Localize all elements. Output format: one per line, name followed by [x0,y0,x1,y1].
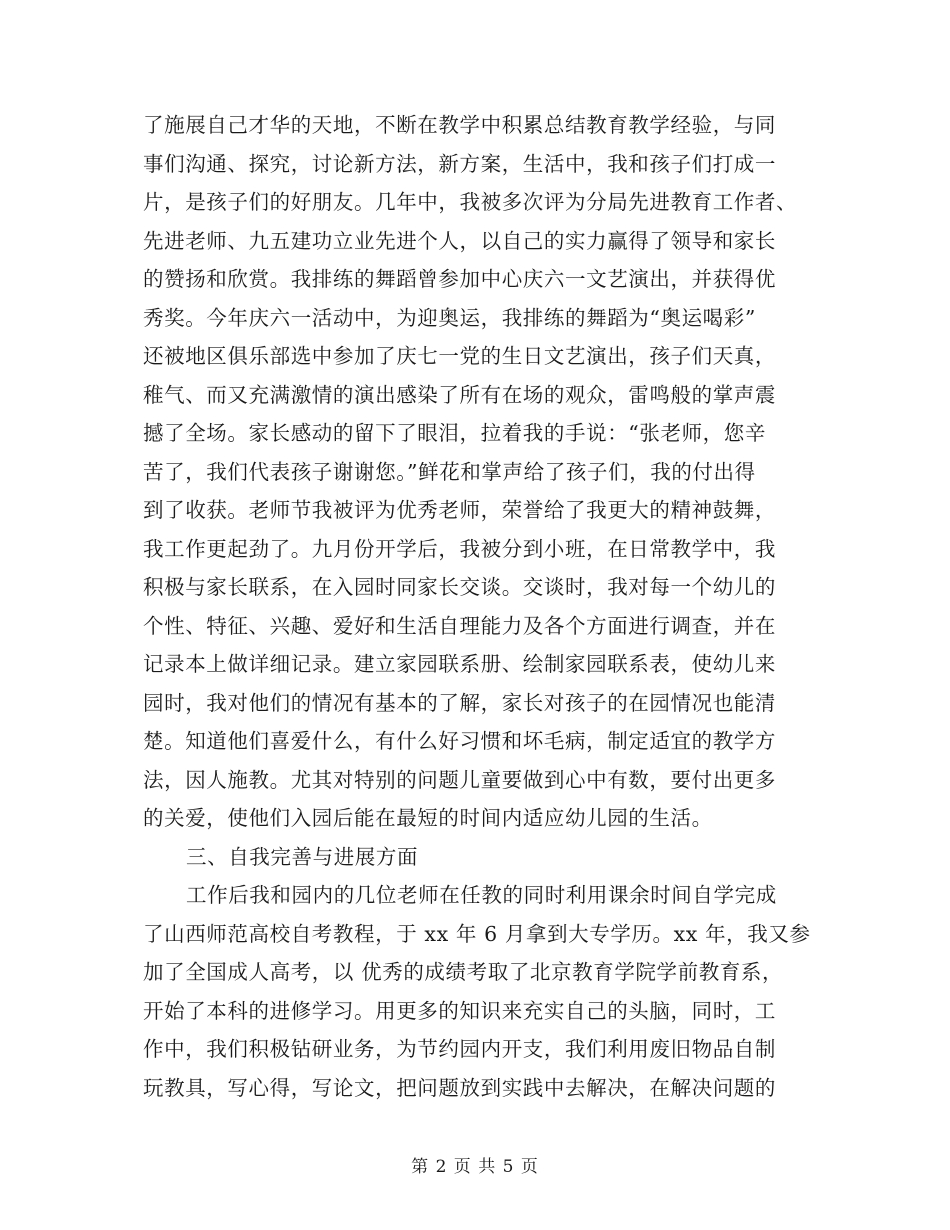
text-line: 玩教具，写心得，写论文，把问题放到实践中去解决，在解决问题的 [143,1075,776,1100]
text-line: 园时，我对他们的情况有基本的了解，家长对孩子的在园情况也能清 [143,690,776,715]
text-line: 还被地区俱乐部选中参加了庆七一党的生日文艺演出，孩子们天真， [143,344,776,368]
text-line: 加了全国成人高考，以 优秀的成绩考取了北京教育学院学前教育系， [143,960,784,984]
text-line: 的赞扬和欣赏。我排练的舞蹈曾参加中心庆六一文艺演出，并获得优 [143,267,776,291]
text-line: 楚。知道他们喜爱什么，有什么好习惯和坏毛病，制定适宜的教学方 [143,729,776,753]
text-line: 秀奖。今年庆六一活动中，为迎奥运，我排练的舞蹈为“奥运喝彩” [143,305,756,330]
text-line: 了施展自己才华的天地，不断在教学中积累总结教育教学经验，与同 [143,113,776,137]
text-line: 个性、特征、兴趣、爱好和生活自理能力及各个方面进行调查，并在 [143,613,776,638]
section-heading: 三、自我完善与进展方面 [186,844,419,869]
text-line: 撼了全场。家长感动的留下了眼泪，拉着我的手说：“张老师，您辛 [143,421,766,445]
text-line: 作中，我们积极钻研业务，为节约园内开支，我们利用废旧物品自制 [143,1037,776,1061]
text-line: 工作后我和园内的几位老师在任教的同时利用课余时间自学完成 [186,883,777,907]
page-number-footer: 第 2 页 共 5 页 [411,1157,539,1177]
text-line: 法，因人施教。尤其对特别的问题儿童要做到心中有数，要付出更多 [143,767,776,792]
text-line: 开始了本科的进修学习。用更多的知识来充实自己的头脑，同时，工 [143,998,776,1023]
text-line: 稚气、而又充满激情的演出感染了所有在场的观众，雷鸣般的掌声震 [143,382,776,407]
text-line: 片，是孩子们的好朋友。几年中，我被多次评为分局先进教育工作者、 [143,190,798,214]
body-text [143,106,813,1107]
text-line: 了山西师范高校自考教程，于 xx 年 6 月拿到大专学历。xx 年，我又参 [143,921,811,946]
text-line: 先进老师、九五建功立业先进个人，以自己的实力赢得了领导和家长 [143,228,776,253]
text-line: 到了收获。老师节我被评为优秀老师，荣誉给了我更大的精神鼓舞， [143,498,776,522]
text-line: 积极与家长联系，在入园时同家长交谈。交谈时，我对每一个幼儿的 [143,575,776,599]
text-line: 记录本上做详细记录。建立家园联系册、绘制家园联系表，使幼儿来 [143,652,776,676]
text-line: 事们沟通、探究，讨论新方法，新方案，生活中，我和孩子们打成一 [143,151,776,176]
text-line: 的关爱，使他们入园后能在最短的时间内适应幼儿园的生活。 [143,806,713,830]
text-line: 我工作更起劲了。九月份开学后，我被分到小班，在日常教学中，我 [143,536,776,561]
text-line: 苦了，我们代表孩子谢谢您。”鲜花和掌声给了孩子们，我的付出得 [143,459,756,484]
